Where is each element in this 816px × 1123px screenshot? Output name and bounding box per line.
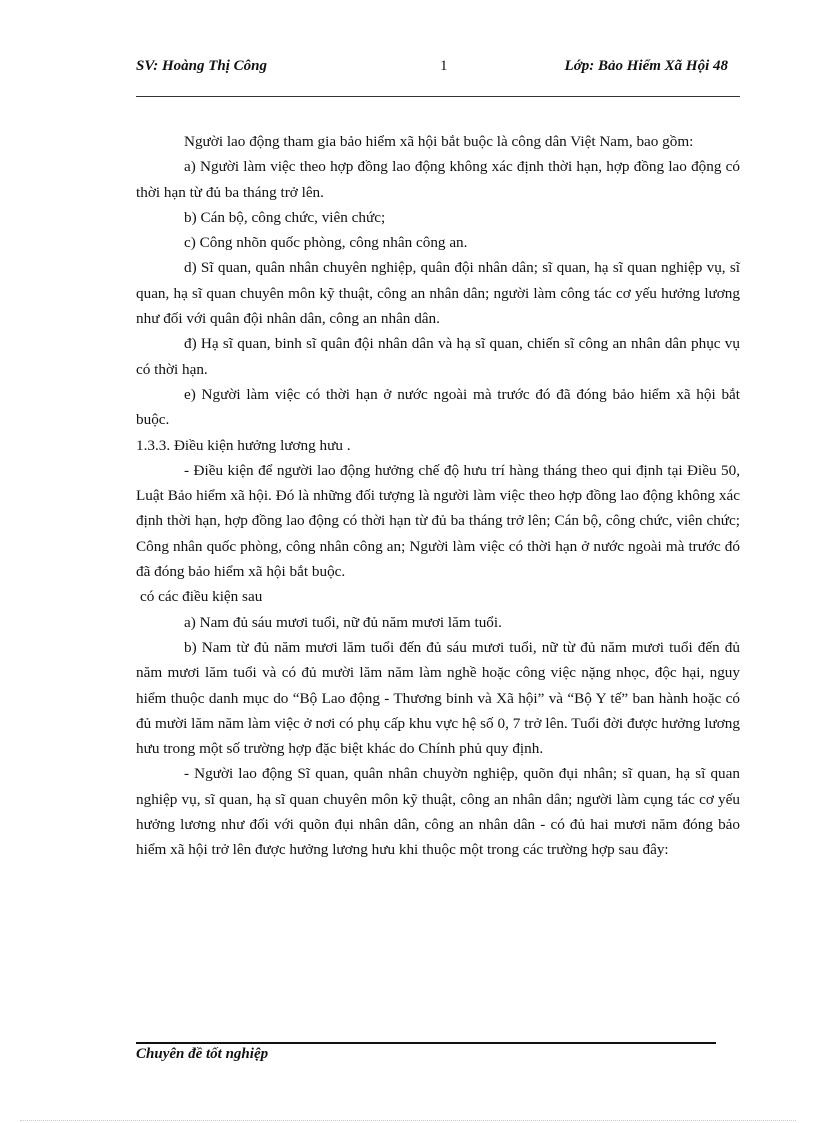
student-name: SV: Hoàng Thị Công <box>136 58 268 74</box>
page-header <box>136 58 740 82</box>
list-item-dd: đ) Hạ sĩ quan, binh sĩ quân đội nhân dân và hạ sĩ quan, chiến sĩ công an nhân dân phục vụ có thời hạn. <box>136 335 740 378</box>
condition-b: b) Nam từ đủ năm mươi lăm tuổi đến đủ sáu mươi tuổi, nữ từ đủ năm mươi tuổi đến đủ năm mươi lăm tuổi và có đủ mười lăm năm làm nghề hoặc công việc nặng nhọc, độc hại, nguy hiểm thuộc danh mục do “Bộ Lao động - Thương binh và Xã hội” và “Bộ Y tế” ban hành hoặc có đủ mười lăm năm làm việc ở nơi có phụ cấp khu vực hệ số 0, 7 trở lên. Tuổi đời được hưởng lương hưu trong một số trường hợp đặc biệt khác do Chính phủ quy định. <box>136 638 740 758</box>
list-item-a: a) Người làm việc theo hợp đồng lao động không xác định thời hạn, hợp đồng lao động có thời hạn từ đủ ba tháng trở lên. <box>136 158 740 201</box>
section-heading: 1.3.3. Điều kiện hưởng lương hưu . <box>136 436 351 454</box>
list-item-c: c) Công nhõn quốc phòng, công nhân công an. <box>184 234 468 252</box>
list-item-e: e) Người làm việc có thời hạn ở nước ngoài mà trước đó đã đóng bảo hiểm xã hội bắt buộc. <box>136 385 740 429</box>
document-body <box>136 129 740 863</box>
list-item-b: b) Cán bộ, công chức, viên chức; <box>184 208 386 226</box>
class-name: Lớp: Bảo Hiểm Xã Hội 48 <box>564 58 728 74</box>
footer-divider <box>136 1042 716 1044</box>
list-item-d: d) Sĩ quan, quân nhân chuyên nghiệp, quân đội nhân dân; sĩ quan, hạ sĩ quan nghiệp vụ, sĩ quan, hạ sĩ quan chuyên môn kỹ thuật, công an nhân dân; người làm công tác cơ yếu hưởng lương như đối với quân đội nhân dân, công an nhân dân. <box>136 259 740 328</box>
page-edge <box>20 1120 796 1121</box>
intro-paragraph: Người lao động tham gia bảo hiểm xã hội bắt buộc là công dân Việt Nam, bao gồm: <box>184 133 694 150</box>
page-number: 1 <box>440 58 448 74</box>
header-divider <box>136 96 740 97</box>
conditions-intro: có các điều kiện sau <box>140 588 263 606</box>
footer-title: Chuyên đề tốt nghiệp <box>136 1046 269 1062</box>
military-paragraph: - Người lao động Sĩ quan, quân nhân chuyờn nghiệp, quõn đụi nhân; sĩ quan, hạ sĩ quan nghiệp vụ, sĩ quan, hạ sĩ quan chuyên môn kỹ thuật, công an nhân dân; người làm cụng tác cơ yếu hưởng lương như đối với quõn đụi nhân dân, công an nhân dân - có đủ hai mươi năm đóng bảo hiểm xã hội trở lên được hưởng lương hưu khi thuộc một trong các trường hợp sau đây: <box>136 765 740 859</box>
condition-a: a) Nam đủ sáu mươi tuổi, nữ đủ năm mươi lăm tuổi. <box>184 613 502 631</box>
pension-conditions-paragraph: - Điều kiện để người lao động hưởng chế độ hưu trí hàng tháng theo qui định tại Điều 50, Luật Bảo hiểm xã hội. Đó là những đối tượng là người làm việc theo hợp đồng lao động không xác định thời hạn, hợp đồng lao động có thời hạn từ đủ ba tháng trở lên; Cán bộ, công chức, viên chức; Công nhân quốc phòng, công nhân công an; Người làm việc có thời hạn ở nước ngoài mà trước đó đã đóng bảo hiểm xã hội bắt buộc. <box>136 461 740 581</box>
